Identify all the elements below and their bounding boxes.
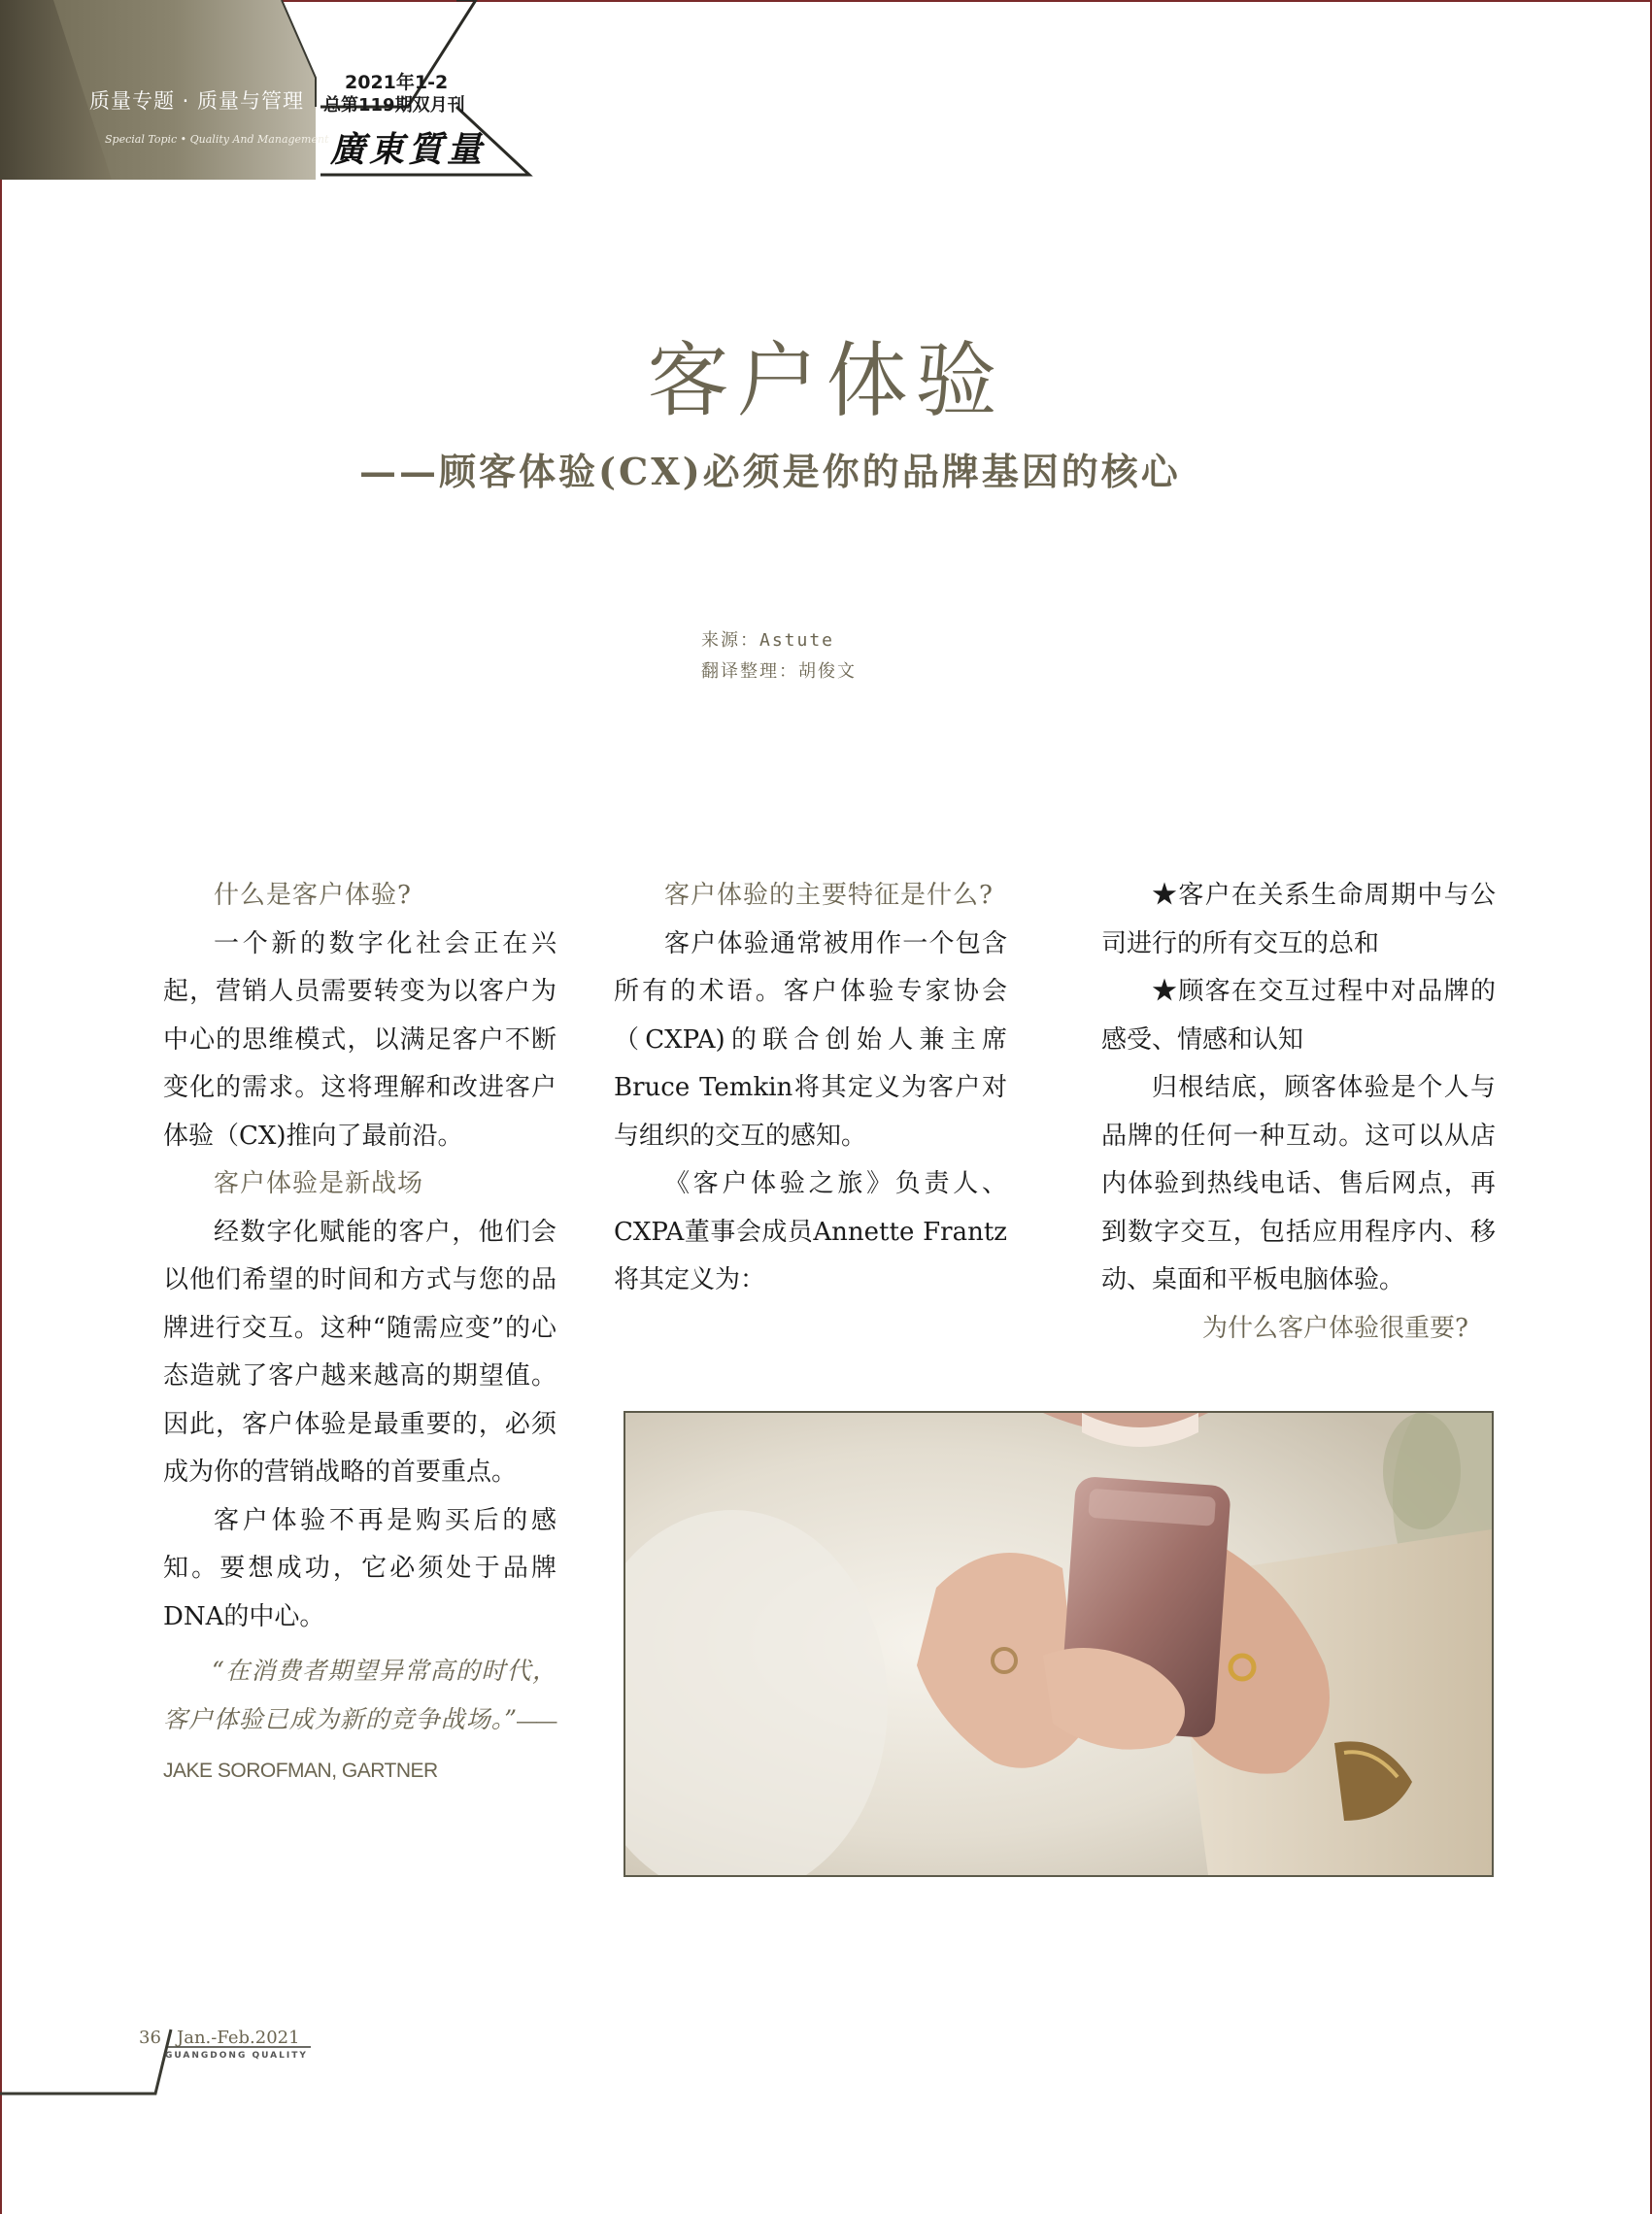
- magazine-logo: 廣東質量: [330, 129, 487, 170]
- column-2: [614, 872, 1007, 1305]
- paragraph: 客户体验不再是购买后的感知。要想成功，它必须处于品牌DNA的中心。: [163, 1505, 556, 1631]
- section-heading: 什么是客户体验?: [214, 881, 412, 910]
- article-subtitle: ——顾客体验(CX)必须是你的品牌基因的核心: [359, 450, 1181, 493]
- pull-quote: [163, 1647, 556, 1795]
- paragraph: 一个新的数字化社会正在兴起，营销人员需要转变为以客户为中心的思维模式，以满足客户不断变化的需求。这将理解和改进客户体验（CX)推向了最前沿。: [163, 928, 556, 1151]
- page-number: 36: [139, 2028, 161, 2048]
- article-photo: [624, 1411, 1494, 1877]
- column-3: [1101, 872, 1496, 1353]
- paragraph: 归根结底，顾客体验是个人与品牌的任何一种互动。这可以从店内体验到热线电话、售后网点，再到数字交互，包括应用程序内、移动、桌面和平板电脑体验。: [1101, 1073, 1496, 1294]
- pull-quote-attribution: ——JAKE SOROFMAN, GARTNER: [163, 1709, 556, 1782]
- header-banner: [0, 0, 544, 180]
- footer-magazine-name: GUANGDONG QUALITY: [165, 2051, 308, 2061]
- footer-date: Jan.-Feb.2021: [177, 2028, 300, 2048]
- column-1: [163, 872, 556, 1795]
- issue-date: 2021年1-2: [345, 72, 449, 93]
- paragraph: 《客户体验之旅》负责人、CXPA董事会成员Annette Frantz将其定义为：: [614, 1169, 1007, 1294]
- article-title: 客户体验: [647, 333, 1005, 428]
- bullet-item: ★顾客在交互过程中对品牌的感受、情感和认知: [1101, 977, 1496, 1055]
- section-heading: 客户体验是新战场: [214, 1169, 424, 1198]
- section-heading: 为什么客户体验很重要?: [1202, 1313, 1468, 1343]
- bullet-item: ★客户在关系生命周期中与公司进行的所有交互的总和: [1101, 881, 1496, 958]
- smartphone-photo-illustration: [625, 1413, 1492, 1875]
- paragraph: 经数字化赋能的客户，他们会以他们希望的时间和方式与您的品牌进行交互。这种“随需应变”的心态造就了客户越来越高的期望值。因此，客户体验是最重要的，必须成为你的营销战略的首要重点。: [163, 1217, 556, 1487]
- article-source: 来源：Astute: [701, 630, 835, 651]
- section-heading: 客户体验的主要特征是什么?: [664, 881, 994, 910]
- paragraph: 客户体验通常被用作一个包含所有的术语。客户体验专家协会（CXPA)的联合创始人兼主席Bruce Temkin将其定义为客户对与组织的交互的感知。: [614, 928, 1007, 1151]
- issue-number: 总第119期双月刊: [323, 95, 465, 116]
- section-title-cn: 质量专题 · 质量与管理: [89, 89, 305, 113]
- pull-quote-text: “在消费者期望异常高的时代，客户体验已成为新的竞争战场。”: [163, 1657, 556, 1733]
- article-translator: 翻译整理：胡俊文: [701, 661, 857, 682]
- section-title-en: Special Topic • Quality And Management: [105, 133, 329, 146]
